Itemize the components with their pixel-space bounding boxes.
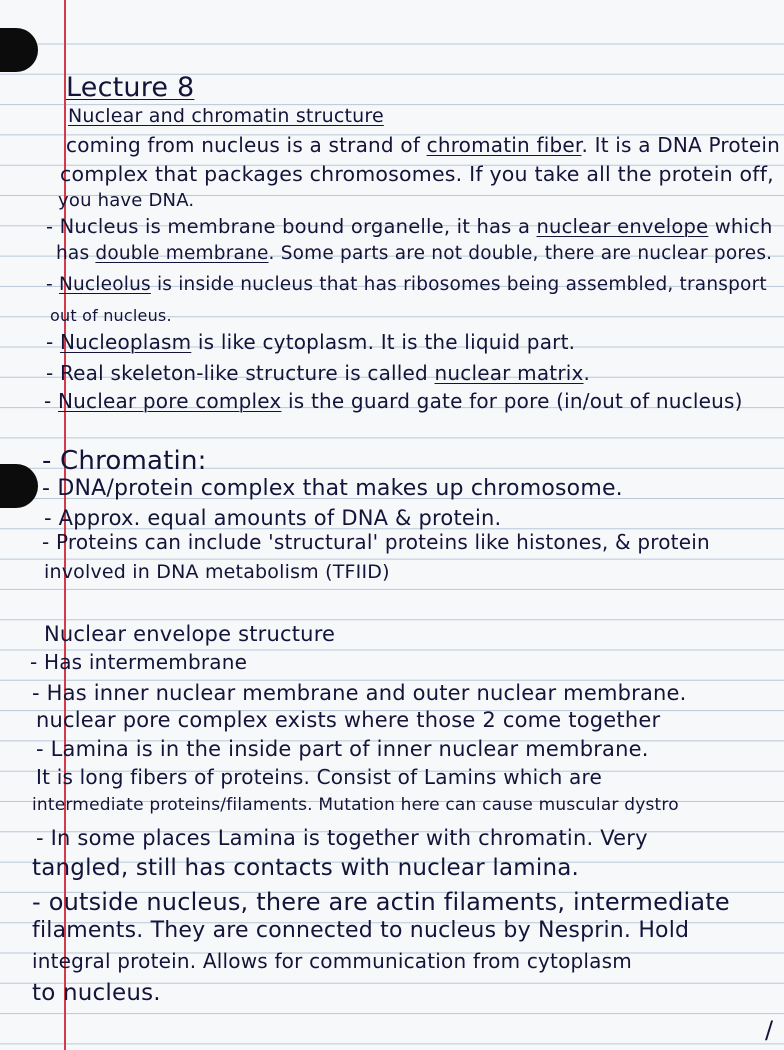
note-line <box>42 530 710 554</box>
underlined-term: nuclear matrix <box>434 361 584 385</box>
note-line <box>36 737 649 761</box>
note-line <box>32 949 632 973</box>
note-text: tangled, still has contacts with nuclear lamina. <box>32 855 580 881</box>
note-text: integral protein. Allows for communication from cytoplasm <box>32 949 632 973</box>
underlined-term: nuclear envelope <box>536 215 709 238</box>
underlined-term: Nucleoplasm <box>59 330 192 354</box>
note-text: coming from nucleus is a strand of <box>66 133 427 157</box>
note-line <box>30 650 247 674</box>
note-text: is the guard gate for pore (in/out of nucleus) <box>281 389 743 413</box>
note-text: - <box>46 330 60 354</box>
note-line <box>58 190 194 211</box>
note-line <box>32 918 689 943</box>
note-line <box>46 330 575 354</box>
note-text: - Chromatin: <box>42 446 207 476</box>
note-text: . It is a DNA Protein <box>581 133 780 157</box>
note-text: - Has inner nuclear membrane and outer nuclear membrane. <box>32 681 687 705</box>
note-line <box>32 795 679 815</box>
note-text: complex that packages chromosomes. If you take all the protein off, <box>60 162 774 186</box>
note-line <box>50 306 172 325</box>
note-text: - Has intermembrane <box>30 650 248 674</box>
note-text: . <box>583 361 591 385</box>
note-text: is inside nucleus that has ribosomes being assembled, transport <box>150 274 767 295</box>
note-line <box>60 162 774 186</box>
note-text: - <box>44 389 58 413</box>
note-line <box>42 446 207 476</box>
note-text: - Real skeleton-like structure is called <box>46 361 435 385</box>
note-text: - <box>46 274 59 295</box>
note-text: is like cytoplasm. It is the liquid part. <box>191 330 576 354</box>
note-text: - In some places Lamina is together with chromatin. Very <box>36 826 648 850</box>
note-line <box>66 133 780 157</box>
note-text: It is long fibers of proteins. Consist of Lamins which are <box>36 765 602 789</box>
note-text: - Proteins can include 'structural' proteins like histones, & protein <box>42 530 710 554</box>
note-line <box>32 855 579 881</box>
underlined-term: Nucleolus <box>58 274 151 295</box>
note-text: - outside nucleus, there are actin filaments, intermediate <box>32 888 730 916</box>
note-line <box>44 622 335 646</box>
note-text: you have DNA. <box>58 190 195 211</box>
page-mark: / <box>765 1016 774 1044</box>
note-line <box>56 243 772 264</box>
note-line <box>44 506 501 530</box>
note-line <box>32 681 687 705</box>
note-line <box>36 765 602 789</box>
note-text: . Some parts are not double, there are nuclear pores. <box>268 243 773 264</box>
note-line <box>36 708 660 732</box>
lecture-title: Lecture 8 <box>66 72 195 103</box>
note-text: out of nucleus. <box>50 306 172 325</box>
note-text: - DNA/protein complex that makes up chromosome. <box>42 476 623 501</box>
note-text: - Lamina is in the inside part of inner nuclear membrane. <box>36 737 649 761</box>
underlined-term: chromatin fiber <box>426 133 582 157</box>
underlined-term: double membrane <box>95 243 269 264</box>
note-text: - Nucleus is membrane bound organelle, it has a <box>46 215 537 238</box>
note-line <box>46 215 773 238</box>
underlined-term: Nuclear pore complex <box>57 389 282 413</box>
note-line <box>32 888 730 916</box>
note-text: which <box>708 215 773 238</box>
note-text: filaments. They are connected to nucleus by Nesprin. Hold <box>32 918 690 943</box>
note-text: has <box>56 243 96 264</box>
note-line <box>32 980 161 1006</box>
note-line <box>44 389 743 413</box>
note-text: involved in DNA metabolism (TFIID) <box>44 561 390 583</box>
section-heading: Nuclear and chromatin structure <box>68 105 384 127</box>
note-text: intermediate proteins/filaments. Mutation here can cause muscular dystro <box>32 795 679 815</box>
note-line <box>42 476 623 501</box>
note-text: Nuclear envelope structure <box>44 622 336 646</box>
note-text: - Approx. equal amounts of DNA & protein. <box>44 506 502 530</box>
note-line <box>46 274 767 295</box>
note-line <box>46 361 590 385</box>
note-text: nuclear pore complex exists where those 2 come together <box>36 708 661 732</box>
note-line <box>36 826 648 850</box>
note-line <box>44 561 390 583</box>
note-text: to nucleus. <box>32 980 161 1006</box>
